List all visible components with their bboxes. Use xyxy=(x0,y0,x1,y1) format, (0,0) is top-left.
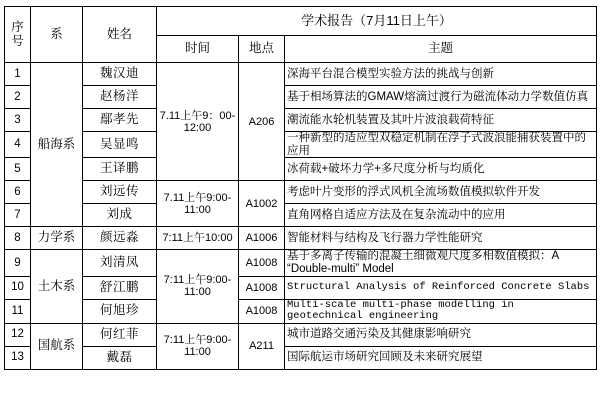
cell-place: A1008 xyxy=(239,250,285,276)
cell-topic: 冰荷载+破坏力学+多尺度分析与均质化 xyxy=(285,158,597,181)
cell-time: 7.11上午9:00-11:00 xyxy=(157,181,239,227)
cell-time: 7:11上午9:00-11:00 xyxy=(157,323,239,369)
cell-name: 戴磊 xyxy=(83,346,157,369)
cell-topic: 考虑叶片变形的浮式风机全流场数值模拟软件开发 xyxy=(285,181,597,204)
cell-seq: 5 xyxy=(5,158,31,181)
cell-seq: 8 xyxy=(5,227,31,250)
cell-topic: 直角网格自适应方法及在复杂流动中的应用 xyxy=(285,204,597,227)
cell-topic: 潮流能水轮机装置及其叶片波浪载荷特征 xyxy=(285,109,597,132)
cell-seq: 9 xyxy=(5,250,31,276)
table-row xyxy=(5,227,597,250)
table-row xyxy=(5,323,597,346)
table-row xyxy=(5,63,597,86)
cell-name: 舒江鹏 xyxy=(83,276,157,299)
header-title: 学术报告（7月11日上午） xyxy=(157,7,597,36)
cell-name: 刘清凤 xyxy=(83,250,157,276)
cell-name: 魏汉迪 xyxy=(83,63,157,86)
cell-dept: 船海系 xyxy=(31,63,83,227)
cell-name: 何旭珍 xyxy=(83,299,157,323)
cell-topic: 基于相场算法的GMAW熔滴过渡行为磁流体动力学数值仿真 xyxy=(285,86,597,109)
table-row xyxy=(5,86,597,109)
cell-topic: Multi-scale multi-phase modelling in geotechnical engineering xyxy=(285,299,597,323)
table-row xyxy=(5,109,597,132)
cell-seq: 4 xyxy=(5,132,31,158)
table-row xyxy=(5,204,597,227)
cell-topic: 基于多离子传输的混凝土细微观尺度多相数值模拟：A “Double-multi” Model xyxy=(285,250,597,276)
cell-topic: 国际航运市场研究回顾及未来研究展望 xyxy=(285,346,597,369)
header-topic: 主题 xyxy=(285,36,597,63)
cell-place: A1008 xyxy=(239,276,285,299)
cell-dept: 力学系 xyxy=(31,227,83,250)
schedule-table xyxy=(4,6,597,370)
cell-seq: 11 xyxy=(5,299,31,323)
cell-topic: 城市道路交通污染及其健康影响研究 xyxy=(285,323,597,346)
cell-time: 7.11上午9：00-12:00 xyxy=(157,63,239,181)
table-row xyxy=(5,346,597,369)
table-row xyxy=(5,181,597,204)
table-row xyxy=(5,250,597,276)
cell-seq: 2 xyxy=(5,86,31,109)
cell-name: 赵杨洋 xyxy=(83,86,157,109)
cell-place: A1008 xyxy=(239,299,285,323)
cell-seq: 3 xyxy=(5,109,31,132)
cell-place: A211 xyxy=(239,323,285,369)
header-place: 地点 xyxy=(239,36,285,63)
cell-place: A1006 xyxy=(239,227,285,250)
header-time: 时间 xyxy=(157,36,239,63)
cell-seq: 10 xyxy=(5,276,31,299)
cell-seq: 6 xyxy=(5,181,31,204)
table-row xyxy=(5,132,597,158)
cell-name: 吴显鸣 xyxy=(83,132,157,158)
cell-name: 王译鹏 xyxy=(83,158,157,181)
cell-seq: 1 xyxy=(5,63,31,86)
cell-seq: 12 xyxy=(5,323,31,346)
cell-seq: 7 xyxy=(5,204,31,227)
table-header-row-1 xyxy=(5,7,597,36)
table-row xyxy=(5,299,597,323)
table-row xyxy=(5,158,597,181)
cell-time: 7:11上午10:00 xyxy=(157,227,239,250)
cell-dept: 国航系 xyxy=(31,323,83,369)
cell-topic: 深海平台混合模型实验方法的挑战与创新 xyxy=(285,63,597,86)
header-seq: 序号 xyxy=(5,7,31,63)
cell-place: A206 xyxy=(239,63,285,181)
header-name: 姓名 xyxy=(83,7,157,63)
cell-name: 鄢孝先 xyxy=(83,109,157,132)
cell-place: A1002 xyxy=(239,181,285,227)
cell-name: 刘成 xyxy=(83,204,157,227)
cell-topic: 智能材料与结构及飞行器力学性能研究 xyxy=(285,227,597,250)
header-dept: 系 xyxy=(31,7,83,63)
cell-topic: Structural Analysis of Reinforced Concrete Slabs xyxy=(285,276,597,299)
cell-dept: 土木系 xyxy=(31,250,83,323)
cell-time: 7:11上午9:00-11:00 xyxy=(157,250,239,323)
cell-name: 刘远传 xyxy=(83,181,157,204)
cell-seq: 13 xyxy=(5,346,31,369)
cell-name: 何红菲 xyxy=(83,323,157,346)
cell-name: 颜远淼 xyxy=(83,227,157,250)
cell-topic: 一种新型的适应型双稳定机制在浮子式波浪能捕获装置中的应用 xyxy=(285,132,597,158)
table-row xyxy=(5,276,597,299)
